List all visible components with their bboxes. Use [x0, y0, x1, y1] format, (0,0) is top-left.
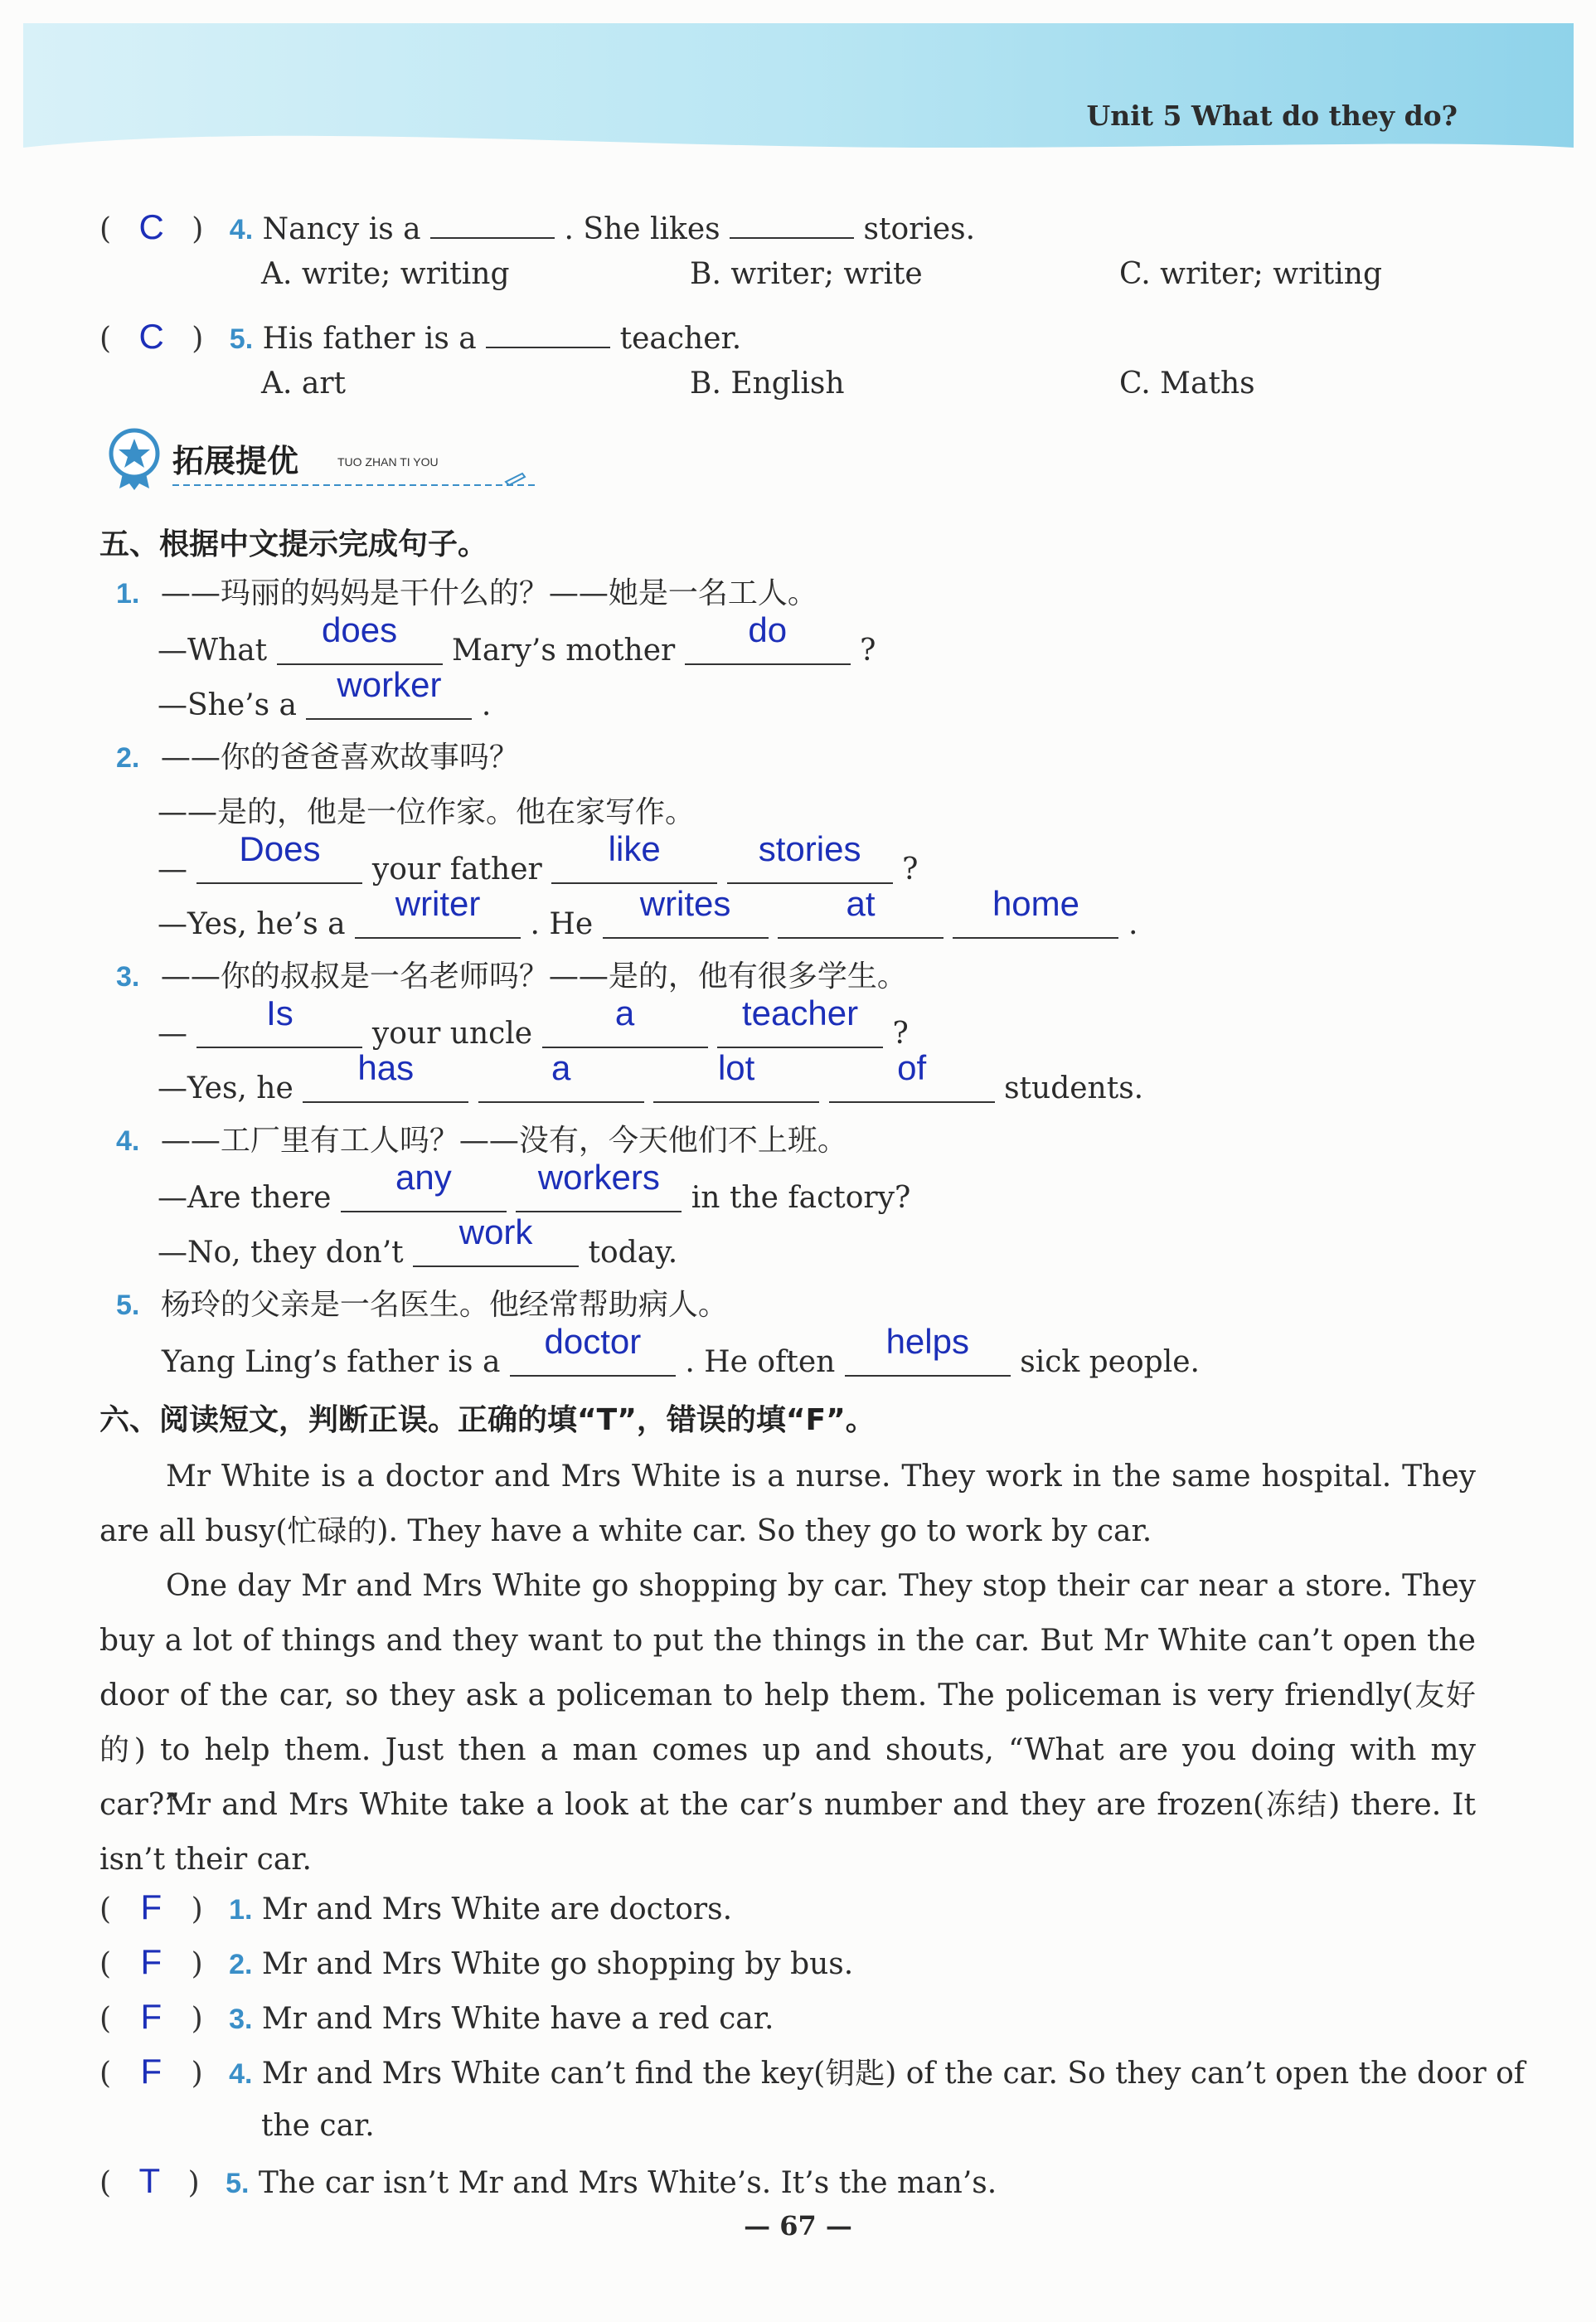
question-number: 1.: [229, 1894, 253, 1926]
answer-blank[interactable]: [303, 1048, 468, 1103]
sentence-text: —Yes, he: [158, 1071, 293, 1105]
header-band-shape: [23, 23, 1574, 164]
question-number: 5.: [229, 323, 254, 355]
question-text: Mr and Mrs White go shopping by bus.: [261, 1947, 854, 1981]
answer-blank[interactable]: [603, 884, 769, 939]
answer-choice[interactable]: T: [138, 2161, 161, 2200]
sentence-text: —What: [158, 634, 268, 668]
filled-answer: of: [897, 1048, 927, 1087]
filled-answer: do: [748, 610, 788, 649]
answer-choice[interactable]: C: [138, 207, 164, 246]
question-number: 2.: [229, 1949, 253, 1980]
part6-heading: 六、阅读短文，判断正误。正确的填“T”，错误的填“F”。: [99, 1403, 876, 1437]
sentence-text: —Yes, he’s a: [158, 907, 346, 941]
question-text: teacher.: [619, 322, 742, 356]
part5-item-4-line2: [158, 1212, 678, 1271]
sentence-text: —: [158, 853, 187, 887]
sentence-text: your father: [371, 853, 542, 887]
part5-item-4-line1: [158, 1158, 911, 1217]
sentence-text: today.: [588, 1236, 678, 1270]
part5-item-4-cn: [116, 1123, 847, 1159]
answer-blank[interactable]: [277, 610, 443, 665]
answer-choice[interactable]: C: [138, 317, 164, 356]
sentence-text: ?: [860, 634, 876, 668]
question-text: Mr and Mrs White are doctors.: [261, 1892, 733, 1926]
filled-answer: any: [395, 1158, 452, 1197]
question-number: 3.: [229, 2004, 253, 2035]
part5-item-2-line2: [158, 884, 1138, 943]
answer-choice[interactable]: F: [140, 1887, 163, 1926]
unit-title: Unit 5 What do they do?: [1086, 100, 1458, 132]
header-band: [23, 23, 1574, 164]
answer-blank[interactable]: [730, 204, 854, 239]
part5-item-3-line2: [158, 1048, 1144, 1107]
answer-choice[interactable]: F: [140, 1942, 163, 1981]
filled-answer: writes: [639, 884, 731, 923]
sentence-text: students.: [1004, 1071, 1144, 1105]
question-5: ( C ) 5. His father is a teacher.: [99, 313, 741, 357]
filled-answer: a: [614, 993, 635, 1032]
chinese-prompt: ——工厂里有工人吗？——没有，今天他们不上班。: [160, 1124, 847, 1158]
tf-question-4-continued: the car.: [261, 2109, 375, 2143]
answer-blank[interactable]: [953, 884, 1118, 939]
question-text: . She likes: [564, 212, 720, 246]
option-b: B. English: [690, 367, 845, 401]
part5-heading: 五、根据中文提示完成句子。: [99, 527, 488, 561]
tf-question-2: ( F ) 2. Mr and Mrs White go shopping by bus.: [99, 1942, 854, 1981]
item-number: 2.: [116, 742, 140, 774]
filled-answer: work: [458, 1212, 533, 1251]
question-text: Mr and Mrs White can’t find the key(钥匙) of the car. So they can’t open the door of: [261, 2057, 1526, 2091]
filled-answer: Does: [239, 829, 321, 868]
answer-choice[interactable]: F: [140, 2052, 163, 2091]
section-title: 拓展提优: [172, 443, 299, 479]
filled-answer: Is: [266, 993, 293, 1032]
question-number: 4.: [229, 214, 254, 245]
passage-paragraph-2: One day Mr and Mrs White go shopping by car. They stop their car near a store. They buy a lot of things and they want to put the things in the car. But Mr White can’t open the door of the car, so they ask a policeman to help them. The policeman is very friendly(友好的) to help them. Just then a man comes up and shouts, “What are you doing with my car?”: [99, 1569, 1476, 1822]
part5-item-3-line1: [158, 993, 909, 1052]
part5-item-5-line1: [162, 1322, 1200, 1381]
answer-blank[interactable]: [341, 1158, 507, 1212]
part5-item-1-line1: [158, 610, 876, 669]
filled-answer: teacher: [741, 993, 859, 1032]
answer-blank[interactable]: [486, 313, 610, 348]
part5-item-1-line2: [158, 665, 492, 724]
sentence-text: Yang Ling’s father is a: [162, 1345, 501, 1379]
question-text: His father is a: [262, 322, 477, 356]
item-number: 1.: [116, 578, 140, 610]
part5-item-5-cn: [116, 1287, 728, 1324]
answer-blank[interactable]: [727, 829, 893, 884]
answer-blank[interactable]: [196, 993, 362, 1048]
part5-item-2-cn: [116, 740, 519, 776]
answer-blank[interactable]: [551, 829, 717, 884]
filled-answer: workers: [537, 1158, 660, 1197]
sentence-text: sick people.: [1020, 1345, 1200, 1379]
section-underline: [108, 427, 539, 493]
answer-blank[interactable]: [510, 1322, 676, 1377]
filled-answer: doctor: [544, 1322, 642, 1361]
filled-answer: writer: [395, 884, 481, 923]
answer-blank[interactable]: [845, 1322, 1011, 1377]
sentence-text: in the factory?: [691, 1181, 911, 1215]
filled-answer: like: [608, 829, 661, 868]
option-c: C. writer; writing: [1119, 257, 1382, 291]
answer-blank[interactable]: [778, 884, 944, 939]
filled-answer: stories: [758, 829, 861, 868]
answer-blank[interactable]: [306, 665, 472, 720]
section-subtitle: TUO ZHAN TI YOU: [337, 455, 439, 469]
sentence-text: ?: [902, 853, 919, 887]
option-b: B. writer; write: [690, 257, 923, 291]
sentence-text: .: [1128, 907, 1138, 941]
sentence-text: Mary’s mother: [452, 634, 676, 668]
question-number: 5.: [226, 2168, 250, 2199]
sentence-text: —No, they don’t: [158, 1236, 404, 1270]
tf-question-5: ( T ) 5. The car isn’t Mr and Mrs White’s. It’s the man’s.: [99, 2161, 997, 2200]
filled-answer: helps: [885, 1322, 969, 1361]
filled-answer: worker: [337, 665, 442, 704]
tf-question-3: ( F ) 3. Mr and Mrs White have a red car.: [99, 1997, 774, 2036]
sentence-text: .: [481, 688, 492, 722]
filled-answer: a: [551, 1048, 571, 1087]
item-number: 4.: [116, 1125, 140, 1157]
answer-blank[interactable]: [717, 993, 883, 1048]
filled-answer: at: [846, 884, 876, 923]
passage-paragraph-1: Mr White is a doctor and Mrs White is a nurse. They work in the same hospital. They are all busy(忙碌的). They have a white car. So they go to work by car.: [99, 1460, 1476, 1548]
part5-item-2-line1: [158, 829, 919, 888]
sentence-text: —Are there: [158, 1181, 332, 1215]
answer-choice[interactable]: F: [140, 1997, 163, 2036]
page-number: — 67 —: [744, 2210, 852, 2242]
sentence-text: . He: [530, 907, 594, 941]
question-number: 4.: [229, 2058, 253, 2090]
part5-item-3-cn: [116, 959, 907, 995]
answer-blank[interactable]: [355, 884, 521, 939]
chinese-prompt: ——你的爸爸喜欢故事吗？: [160, 741, 519, 775]
answer-blank[interactable]: [542, 993, 708, 1048]
answer-blank[interactable]: [413, 1212, 579, 1267]
answer-blank[interactable]: [516, 1158, 682, 1212]
part5-item-2-cn2: ——是的，他是一位作家。他在家写作。: [158, 795, 696, 829]
chinese-prompt: ——你的叔叔是一名老师吗？——是的，他有很多学生。: [160, 959, 907, 993]
sentence-text: . He often: [685, 1345, 836, 1379]
item-number: 5.: [116, 1290, 140, 1321]
option-c: C. Maths: [1119, 367, 1255, 401]
answer-blank[interactable]: [196, 829, 362, 884]
sentence-text: ?: [892, 1017, 909, 1051]
answer-blank[interactable]: [685, 610, 851, 665]
passage-paragraph-3: Mr and Mrs White take a look at the car’s number and they are frozen(冻结) there. It isn’t their car.: [99, 1788, 1476, 1877]
option-a: A. art: [261, 367, 347, 401]
tf-question-4: ( F ) 4. Mr and Mrs White can’t find the key(钥匙) of the car. So they can’t open the door of: [99, 2052, 1526, 2091]
sentence-text: your uncle: [371, 1017, 533, 1051]
filled-answer: home: [992, 884, 1080, 923]
part5-item-1-cn: [116, 576, 817, 612]
question-text: Nancy is a: [262, 212, 421, 246]
tf-question-1: ( F ) 1. Mr and Mrs White are doctors.: [99, 1887, 733, 1926]
filled-answer: does: [322, 610, 398, 649]
answer-blank[interactable]: [653, 1048, 819, 1103]
answer-blank[interactable]: [430, 204, 555, 239]
question-text: stories.: [863, 212, 976, 246]
item-number: 3.: [116, 961, 140, 993]
sentence-text: —: [158, 1017, 187, 1051]
answer-blank[interactable]: [829, 1048, 995, 1103]
chinese-prompt: ——玛丽的妈妈是干什么的？——她是一名工人。: [160, 576, 817, 610]
chinese-prompt: 杨玲的父亲是一名医生。他经常帮助病人。: [160, 1288, 728, 1322]
option-a: A. write; writing: [261, 257, 510, 291]
filled-answer: lot: [717, 1048, 755, 1087]
section-badge: [108, 427, 539, 493]
question-text: The car isn’t Mr and Mrs White’s. It’s the man’s.: [258, 2166, 997, 2200]
question-4: ( C ) 4. Nancy is a . She likes stories.: [99, 204, 975, 248]
question-text: Mr and Mrs White have a red car.: [261, 2002, 774, 2036]
answer-blank[interactable]: [478, 1048, 644, 1103]
filled-answer: has: [357, 1048, 415, 1087]
sentence-text: —She’s a: [158, 688, 297, 722]
